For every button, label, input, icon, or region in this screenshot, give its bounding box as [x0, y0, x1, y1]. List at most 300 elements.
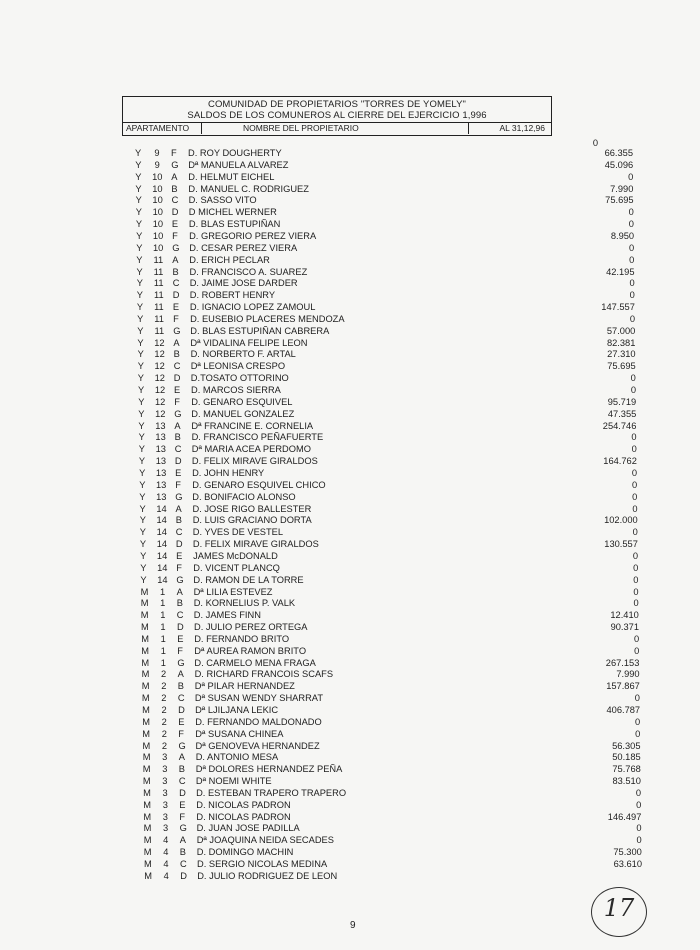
table-row	[138, 384, 636, 396]
balance-amount: 56.305	[612, 740, 641, 751]
balance-amount: 27.310	[607, 349, 636, 360]
table-row	[143, 787, 642, 799]
floor-number: 1	[160, 622, 166, 632]
owner-name: Dª MARIA ACEA PERDOMO	[191, 444, 311, 455]
unit-letter: C	[176, 610, 184, 621]
unit-letter: E	[179, 799, 186, 810]
owner-name: D. YVES DE VESTEL	[192, 527, 284, 538]
owner-name: D. FELIX MIRAVE GIRALDOS	[191, 456, 318, 467]
unit-letter: A	[175, 503, 182, 514]
table-row	[140, 550, 639, 562]
floor-number: 10	[152, 195, 163, 206]
balance-amount: 75.300	[613, 847, 642, 858]
unit-letter: D	[180, 870, 187, 881]
floor-number: 11	[154, 302, 164, 312]
owner-name: D. ROY DOUGHERTY	[188, 148, 282, 158]
unit-letter: A	[179, 835, 186, 846]
floor-number: 11	[153, 290, 164, 301]
block-letter: M	[141, 633, 149, 644]
owner-name: Dª PILAR HERNANDEZ	[194, 681, 295, 692]
owner-name: D. RAMON DE LA TORRE	[193, 574, 304, 585]
owner-name: D. MARCOS SIERRA	[191, 385, 281, 395]
table-row	[140, 586, 639, 598]
floor-number: 12	[154, 361, 165, 372]
balance-amount: 254.746	[602, 420, 637, 431]
floor-number: 4	[163, 859, 169, 869]
community-title: COMUNIDAD DE PROPIETARIOS "TORRES DE YOMELY"	[207, 99, 466, 110]
block-letter: Y	[139, 467, 146, 478]
owner-name: D. NICOLAS PADRON	[196, 799, 291, 810]
table-row	[140, 574, 639, 586]
table-row	[136, 242, 635, 254]
floor-number: 12	[154, 349, 165, 360]
table-row	[141, 621, 639, 633]
unit-letter: A	[178, 752, 185, 763]
balance-amount: 0	[633, 598, 639, 609]
unit-letter: F	[177, 645, 183, 656]
balance-amount: 130.557	[604, 539, 638, 549]
block-letter: Y	[139, 479, 146, 490]
block-letter: Y	[135, 183, 142, 194]
balance-amount: 95.719	[607, 396, 637, 407]
unit-letter: E	[172, 302, 180, 312]
unit-letter: F	[178, 728, 184, 739]
unit-letter: E	[171, 219, 179, 230]
unit-letter: C	[173, 361, 181, 372]
block-letter: Y	[137, 325, 144, 336]
table-row	[136, 277, 635, 289]
table-row	[141, 645, 640, 657]
owner-name: D. CARMELO MENA FRAGA	[194, 657, 316, 668]
floor-number: 10	[153, 242, 164, 253]
block-letter: Y	[135, 195, 142, 206]
unit-letter: G	[174, 408, 182, 419]
floor-number: 13	[155, 420, 166, 431]
unit-letter: B	[172, 266, 179, 277]
unit-letter: F	[176, 562, 182, 573]
floor-number: 13	[155, 432, 166, 443]
balance-amount: 0	[634, 633, 640, 644]
owner-name: D. JAMES FINN	[193, 610, 261, 621]
block-letter: M	[140, 586, 149, 597]
table-row	[138, 396, 637, 408]
table-row	[140, 597, 639, 609]
floor-number: 3	[162, 752, 168, 763]
floor-number: 2	[161, 716, 167, 727]
unit-letter: C	[171, 195, 179, 206]
block-letter: M	[142, 752, 151, 763]
block-letter: Y	[137, 361, 144, 372]
floor-number: 2	[161, 740, 168, 751]
owner-name: D. HELMUT EICHEL	[188, 171, 275, 182]
table-row	[137, 325, 636, 337]
owner-name: D. ESTEBAN TRAPERO TRAPERO	[196, 787, 347, 798]
floor-number: 9	[154, 159, 160, 170]
floor-number: 10	[152, 183, 163, 194]
table-row	[139, 479, 638, 491]
table-row	[143, 811, 642, 823]
table-row	[136, 289, 635, 301]
floor-number: 2	[161, 704, 167, 715]
table-row	[138, 431, 637, 443]
owner-name: D. GENARO ESQUIVEL CHICO	[192, 479, 326, 490]
table-row	[142, 775, 641, 787]
floor-number: 12	[155, 408, 166, 419]
floor-number: 11	[154, 325, 165, 336]
owner-name: D. JULIO PEREZ ORTEGA	[194, 622, 308, 632]
block-letter: Y	[138, 420, 145, 431]
unit-letter: B	[178, 764, 185, 775]
balance-amount: 0	[633, 586, 639, 597]
floor-number: 10	[152, 171, 163, 182]
balance-amount: 146.497	[607, 811, 642, 822]
balance-amount: 0	[630, 373, 636, 384]
block-letter: Y	[139, 491, 146, 502]
block-letter: M	[141, 622, 149, 632]
balance-amount: 0	[632, 479, 638, 490]
block-letter: Y	[139, 515, 146, 526]
block-letter: M	[143, 847, 152, 858]
floor-number: 2	[161, 728, 167, 739]
balance-amount: 0	[636, 799, 642, 810]
table-row	[143, 822, 642, 834]
floor-number: 11	[153, 266, 164, 277]
balance-amount: 0	[631, 444, 637, 455]
floor-number: 13	[155, 456, 167, 467]
table-row	[140, 562, 639, 574]
block-letter: Y	[137, 349, 144, 360]
floor-number: 1	[160, 633, 166, 644]
unit-letter: D	[172, 290, 180, 301]
unit-letter: A	[174, 420, 181, 431]
balance-amount: 0	[628, 207, 634, 218]
floor-number: 3	[162, 764, 168, 775]
block-letter: M	[142, 740, 151, 751]
table-row	[140, 609, 639, 621]
block-letter: M	[143, 823, 152, 834]
top-balance-value: 0	[592, 138, 598, 148]
column-header-nombre: NOMBRE DEL PROPIETARIO	[243, 123, 359, 133]
owner-name: Dª VIDALINA FELIPE LEON	[190, 337, 308, 348]
floor-number: 11	[154, 313, 164, 324]
block-letter: Y	[140, 550, 147, 561]
block-letter: M	[141, 669, 150, 680]
unit-letter: G	[178, 740, 186, 751]
owner-name: D. BLAS ESTUPIÑAN CABRERA	[190, 325, 330, 336]
unit-letter: E	[174, 385, 181, 395]
table-row	[138, 420, 637, 432]
owner-name: Dª DOLORES HERNANDEZ PEÑA	[195, 764, 343, 775]
floor-number: 10	[152, 230, 164, 241]
table-row	[139, 491, 638, 503]
table-row	[135, 206, 634, 218]
block-letter: Y	[136, 290, 143, 301]
floor-number: 3	[162, 776, 168, 786]
table-row	[136, 230, 635, 242]
unit-letter: G	[172, 242, 180, 253]
block-letter: Y	[140, 574, 147, 585]
block-letter: M	[143, 835, 152, 846]
table-row	[135, 147, 633, 159]
owner-name: Dª LJILJANA LEKIC	[195, 704, 279, 715]
balance-amount: 0	[632, 491, 638, 502]
floor-number: 14	[156, 527, 167, 538]
block-letter: M	[142, 764, 151, 775]
table-row	[143, 799, 642, 811]
owner-name: D. GREGORIO PEREZ VIERA	[189, 230, 317, 241]
floor-number: 14	[156, 515, 167, 526]
balance-amount: 0	[635, 716, 641, 727]
floor-number: 12	[154, 337, 165, 348]
owner-name: D. FERNANDO BRITO	[194, 633, 290, 644]
column-header-fecha: AL 31,12,96	[499, 123, 545, 133]
table-row	[135, 218, 634, 230]
balance-amount: 42.195	[606, 266, 635, 277]
block-letter: M	[140, 598, 149, 609]
floor-number: 1	[160, 657, 166, 668]
table-row	[143, 834, 642, 846]
table-row	[139, 526, 638, 538]
block-letter: Y	[138, 456, 146, 467]
block-letter: Y	[136, 302, 144, 312]
block-letter: Y	[135, 219, 143, 230]
owner-name: Dª FRANCINE E. CORNELIA	[191, 420, 314, 431]
table-row	[138, 443, 637, 455]
owner-name: D. MANUEL C. RODRIGUEZ	[188, 183, 309, 194]
unit-letter: D	[173, 373, 181, 384]
table-row	[142, 740, 641, 752]
table-row	[138, 408, 637, 420]
unit-letter: B	[173, 349, 180, 360]
block-letter: M	[144, 859, 152, 869]
table-row	[139, 514, 638, 526]
balance-amount: 0	[631, 467, 638, 478]
floor-number: 4	[163, 835, 169, 846]
block-letter: Y	[135, 148, 142, 158]
table-row	[142, 716, 641, 728]
balance-amount: 0	[629, 313, 636, 324]
balance-amount: 267.153	[605, 657, 640, 668]
unit-letter: G	[177, 657, 185, 668]
unit-letter: A	[176, 586, 183, 597]
owner-name: D. NICOLAS PADRON	[196, 811, 291, 822]
handwritten-number: 17	[603, 894, 635, 922]
unit-letter: F	[179, 811, 186, 822]
unit-letter: G	[176, 574, 184, 585]
floor-number: 10	[152, 219, 164, 230]
unit-letter: E	[177, 633, 184, 644]
owner-name: D. VICENT PLANCQ	[193, 562, 280, 573]
balance-amount: 83.510	[612, 776, 641, 786]
handwritten-circled-number	[591, 887, 647, 937]
floor-number: 14	[156, 539, 168, 549]
floor-number: 12	[154, 385, 166, 395]
table-row	[141, 657, 640, 669]
balance-amount: 7.990	[610, 183, 634, 194]
block-letter: M	[141, 693, 150, 704]
block-letter: Y	[137, 373, 144, 384]
table-row	[139, 538, 638, 550]
floor-number: 1	[160, 610, 166, 621]
owner-name: D. SERGIO NICOLAS MEDINA	[197, 859, 328, 869]
floor-number: 2	[161, 681, 167, 692]
block-letter: M	[140, 610, 149, 621]
block-letter: Y	[137, 337, 144, 348]
owner-name: D. DOMINGO MACHIN	[196, 847, 294, 858]
unit-letter: D	[175, 539, 183, 549]
floor-number: 13	[155, 444, 166, 455]
block-letter: Y	[136, 230, 143, 241]
floor-number: 14	[156, 550, 168, 561]
block-letter: Y	[135, 207, 142, 218]
owner-name: Dª LEONISA CRESPO	[190, 361, 286, 372]
table-row	[137, 372, 636, 384]
page-number: 9	[350, 920, 356, 931]
unit-letter: F	[173, 313, 179, 324]
owner-name: D.TOSATO OTTORINO	[190, 373, 289, 384]
balance-amount: 12.410	[610, 610, 639, 621]
table-row	[141, 692, 640, 704]
block-letter: M	[144, 870, 152, 881]
owner-name: D. ROBERT HENRY	[189, 290, 276, 301]
balance-amount: 50.185	[612, 752, 641, 763]
balance-amount: 0	[632, 503, 638, 514]
block-letter: M	[142, 728, 151, 739]
owner-name: D. GENARO ESQUIVEL	[191, 396, 293, 407]
table-header-box	[122, 96, 552, 136]
floor-number: 13	[156, 479, 167, 490]
block-letter: M	[142, 716, 150, 727]
owner-name: D. FRANCISCO A. SUAREZ	[189, 266, 308, 277]
owner-name: D. IGNACIO LOPEZ ZAMOUL	[189, 302, 316, 312]
table-row	[141, 668, 640, 680]
balance-amount: 0	[629, 278, 635, 289]
floor-number: 14	[156, 503, 167, 514]
block-letter: Y	[138, 444, 145, 455]
table-row	[142, 728, 641, 740]
balance-amount: 47.355	[607, 408, 637, 419]
balance-amount: 102.000	[604, 515, 638, 526]
balance-amount: 45.096	[604, 159, 634, 170]
floor-number: 1	[160, 586, 166, 597]
block-letter: Y	[136, 278, 143, 289]
column-divider-2	[468, 122, 469, 134]
owner-name: D. JOSE RIGO BALLESTER	[192, 503, 312, 514]
owner-name: D. RICHARD FRANCOIS SCAFS	[194, 669, 334, 680]
owner-name: D. BONIFACIO ALONSO	[192, 491, 296, 502]
table-row	[139, 503, 638, 515]
unit-letter: B	[179, 847, 186, 858]
balance-amount: 157.867	[606, 681, 640, 692]
unit-letter: E	[175, 467, 182, 478]
block-letter: M	[143, 811, 152, 822]
unit-letter: B	[171, 183, 178, 194]
balance-amount: 66.355	[604, 148, 633, 158]
owner-name: D. LUIS GRACIANO DORTA	[192, 515, 312, 526]
owner-name: D. ANTONIO MESA	[195, 752, 279, 763]
balance-amount: 0	[628, 171, 634, 182]
floor-number: 12	[155, 396, 166, 407]
unit-letter: A	[171, 171, 178, 182]
owner-name: D. NORBERTO F. ARTAL	[190, 349, 296, 360]
unit-letter: A	[177, 669, 184, 680]
balance-amount: 57.000	[606, 325, 636, 336]
unit-letter: G	[171, 159, 179, 170]
floor-number: 11	[153, 278, 164, 289]
balance-amount: 63.610	[613, 859, 642, 869]
balance-amount: 8.950	[610, 230, 635, 241]
block-letter: Y	[135, 159, 142, 170]
block-letter: Y	[136, 266, 143, 277]
floor-number: 3	[162, 787, 168, 798]
unit-letter: C	[178, 776, 186, 786]
owner-name: D. SASSO VITO	[188, 195, 257, 206]
table-row	[139, 467, 638, 479]
block-letter: Y	[136, 242, 143, 253]
table-row	[136, 266, 635, 278]
balance-amount: 0	[629, 254, 635, 265]
block-letter: Y	[140, 562, 147, 573]
balance-amount: 0	[634, 693, 640, 704]
balance-amount: 0	[636, 835, 642, 846]
table-row	[143, 846, 642, 858]
block-letter: M	[141, 681, 150, 692]
unit-letter: F	[172, 230, 178, 241]
block-letter: M	[141, 657, 150, 668]
owner-name: Dª MANUELA ALVAREZ	[188, 159, 289, 170]
block-letter: Y	[136, 254, 143, 265]
owner-name: Dª NOEMI WHITE	[195, 776, 272, 786]
table-row	[135, 159, 634, 171]
balance-amount: 0	[635, 728, 641, 739]
block-letter: Y	[139, 539, 147, 549]
floor-number: 4	[163, 847, 169, 858]
owner-name: JAMES McDONALD	[193, 550, 278, 561]
table-row	[142, 751, 641, 763]
unit-letter: G	[179, 823, 187, 834]
floor-number: 12	[154, 373, 165, 384]
unit-letter: C	[174, 444, 182, 455]
balance-amount: 0	[629, 290, 635, 301]
column-divider-1	[201, 122, 202, 134]
balance-amount: 0	[633, 562, 639, 573]
block-letter: Y	[139, 527, 146, 538]
block-letter: M	[141, 645, 150, 656]
owner-name: D. JOHN HENRY	[192, 467, 265, 478]
floor-number: 11	[153, 254, 164, 265]
table-row	[136, 254, 635, 266]
floor-number: 2	[161, 693, 167, 704]
unit-letter: F	[174, 396, 180, 407]
unit-letter: A	[173, 337, 180, 348]
balance-amount: 147.557	[601, 302, 635, 312]
block-letter: Y	[138, 396, 145, 407]
table-row	[136, 301, 635, 313]
table-row	[137, 360, 636, 372]
block-letter: M	[142, 776, 151, 786]
balance-amount: 0	[629, 242, 635, 253]
block-letter: Y	[138, 408, 145, 419]
floor-number: 13	[155, 467, 167, 478]
balance-amount: 75.768	[612, 764, 641, 775]
floor-number: 4	[163, 870, 169, 881]
unit-letter: D	[178, 704, 185, 715]
table-row	[141, 633, 640, 645]
unit-letter: C	[175, 527, 183, 538]
balance-amount: 75.695	[605, 195, 634, 206]
balance-amount: 82.381	[606, 337, 636, 348]
owner-name: Dª SUSANA CHINEA	[195, 728, 284, 739]
